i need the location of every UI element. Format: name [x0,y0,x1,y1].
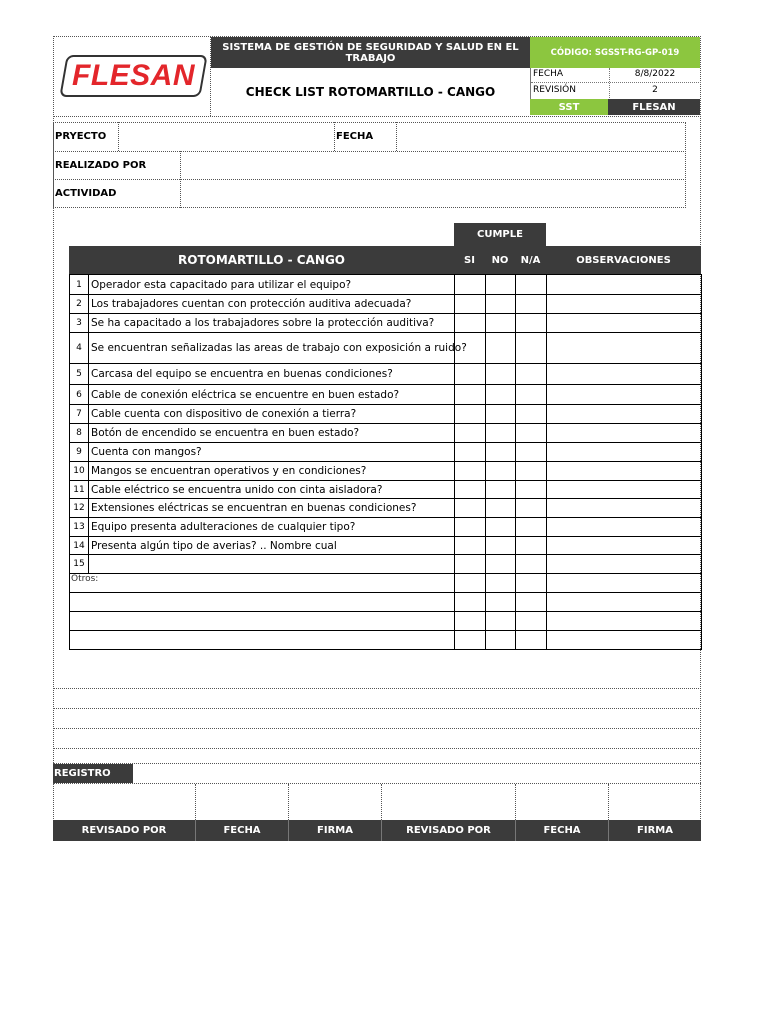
observation-field[interactable] [546,630,702,650]
na-checkbox[interactable] [515,384,547,405]
info-v4 [180,151,181,208]
col-na: N/A [515,246,546,274]
na-checkbox[interactable] [515,461,547,481]
na-checkbox[interactable] [515,294,547,314]
item-question: Botón de encendido se encuentra en buen estado? [88,423,455,443]
no-checkbox[interactable] [485,423,516,443]
cumple-header: CUMPLE [454,223,546,246]
observation-field[interactable] [546,363,702,385]
item-number: 2 [69,294,89,314]
item-number: 3 [69,313,89,333]
si-checkbox[interactable] [454,554,486,574]
si-checkbox[interactable] [454,630,486,650]
registro-col-header: FIRMA [608,820,701,841]
col-observaciones: OBSERVACIONES [546,246,701,274]
no-checkbox[interactable] [485,630,516,650]
observation-field[interactable] [546,461,702,481]
item-question: Presenta algún tipo de averias? .. Nombre cual [88,536,455,555]
si-checkbox[interactable] [454,363,486,385]
observation-field[interactable] [546,554,702,574]
no-checkbox[interactable] [485,404,516,424]
item-question: Se ha capacitado a los trabajadores sobre la protección auditiva? [88,313,455,333]
registro-col-header: FECHA [195,820,288,841]
item-question: Cable eléctrico se encuentra unido con cinta aisladora? [88,480,455,499]
si-checkbox[interactable] [454,384,486,405]
meta-box [530,68,701,99]
no-checkbox[interactable] [485,461,516,481]
na-checkbox[interactable] [515,404,547,424]
observation-field[interactable] [546,592,702,612]
lower-line-4 [53,748,701,749]
na-checkbox[interactable] [515,630,547,650]
observation-field[interactable] [546,611,702,631]
no-checkbox[interactable] [485,573,516,593]
lower-line-3 [53,728,701,729]
col-si: SI [454,246,485,274]
observation-field[interactable] [546,313,702,333]
no-checkbox[interactable] [485,313,516,333]
no-checkbox[interactable] [485,517,516,537]
item-question: Se encuentran señalizadas las areas de trabajo con exposición a ruido? [88,332,455,364]
na-checkbox[interactable] [515,363,547,385]
item-question: Operador esta capacitado para utilizar el equipo? [88,274,455,295]
observation-field[interactable] [546,274,702,295]
no-checkbox[interactable] [485,592,516,612]
item-number: 7 [69,404,89,424]
si-checkbox[interactable] [454,517,486,537]
signature-field[interactable] [608,784,701,820]
na-checkbox[interactable] [515,554,547,574]
si-checkbox[interactable] [454,536,486,555]
na-checkbox[interactable] [515,611,547,631]
item-number: 1 [69,274,89,295]
logo-text: FLESAN [72,59,195,92]
item-number: 14 [69,536,89,555]
observation-field[interactable] [546,498,702,518]
item-question: Equipo presenta adulteraciones de cualquier tipo? [88,517,455,537]
otros-field[interactable] [69,592,455,612]
info-fecha-label: FECHA [336,131,374,142]
item-question: Los trabajadores cuentan con protección auditiva adecuada? [88,294,455,314]
item-number: 4 [69,332,89,364]
col-no: NO [485,246,515,274]
otros-label: Otros: [69,573,455,593]
document-title: CHECK LIST ROTOMARTILLO - CANGO [245,85,496,99]
observation-field[interactable] [546,294,702,314]
observation-field[interactable] [546,384,702,405]
item-question: Carcasa del equipo se encuentra en buenas condiciones? [88,363,455,385]
lower-line-2 [53,708,701,709]
registro-col-header: REVISADO POR [53,820,195,841]
registro-label: REGISTRO [53,764,133,783]
document-code: CÓDIGO: SGSST-RG-GP-019 [530,37,700,68]
fecha-value: 8/8/2022 [634,69,676,79]
item-question [88,554,455,574]
item-question: Cable de conexión eléctrica se encuentre en buen estado? [88,384,455,405]
na-checkbox[interactable] [515,498,547,518]
si-checkbox[interactable] [454,313,486,333]
observation-field[interactable] [546,536,702,555]
no-checkbox[interactable] [485,294,516,314]
signature-field[interactable] [53,784,195,820]
no-checkbox[interactable] [485,442,516,462]
item-number: 9 [69,442,89,462]
item-number: 5 [69,363,89,385]
no-checkbox[interactable] [485,332,516,364]
na-checkbox[interactable] [515,274,547,295]
item-number: 12 [69,498,89,518]
si-checkbox[interactable] [454,274,486,295]
observation-field[interactable] [546,404,702,424]
actividad-label: ACTIVIDAD [55,187,117,199]
info-fecha-field[interactable] [398,124,684,149]
revision-label: REVISIÓN [533,85,576,95]
si-checkbox[interactable] [454,611,486,631]
checklist-title: ROTOMARTILLO - CANGO [69,246,454,274]
area-flesan: FLESAN [608,99,700,115]
otros-field[interactable] [69,611,455,631]
si-checkbox[interactable] [454,573,486,593]
header-bottom [53,116,701,117]
item-question: Cable cuenta con dispositivo de conexión a tierra? [88,404,455,424]
signature-field[interactable] [515,784,608,820]
observation-field[interactable] [546,480,702,499]
observation-field[interactable] [546,332,702,364]
si-checkbox[interactable] [454,294,486,314]
na-checkbox[interactable] [515,332,547,364]
signature-field[interactable] [381,784,515,820]
na-checkbox[interactable] [515,423,547,443]
na-checkbox[interactable] [515,573,547,593]
info-line-1 [53,151,686,152]
item-number: 15 [69,554,89,574]
item-number: 10 [69,461,89,481]
na-checkbox[interactable] [515,536,547,555]
no-checkbox[interactable] [485,384,516,405]
info-v1 [118,122,119,151]
item-number: 11 [69,480,89,499]
si-checkbox[interactable] [454,461,486,481]
signature-field[interactable] [288,784,381,820]
area-sst: SST [530,99,608,115]
registro-col-header: FECHA [515,820,608,841]
no-checkbox[interactable] [485,536,516,555]
revision-value: 2 [652,85,658,95]
no-checkbox[interactable] [485,274,516,295]
info-v3 [396,122,397,151]
realizado-field[interactable] [182,153,684,177]
observation-field[interactable] [546,442,702,462]
observation-field[interactable] [546,573,702,593]
no-checkbox[interactable] [485,611,516,631]
registro-col-header: REVISADO POR [381,820,515,841]
fecha-label: FECHA [533,69,564,79]
si-checkbox[interactable] [454,480,486,499]
no-checkbox[interactable] [485,554,516,574]
no-checkbox[interactable] [485,498,516,518]
otros-field[interactable] [69,630,455,650]
actividad-field[interactable] [182,181,684,205]
lower-line-1 [53,688,701,689]
no-checkbox[interactable] [485,363,516,385]
item-question: Extensiones eléctricas se encuentran en buenas condiciones? [88,498,455,518]
proyecto-field[interactable] [120,124,332,149]
si-checkbox[interactable] [454,404,486,424]
item-number: 6 [69,384,89,405]
na-checkbox[interactable] [515,480,547,499]
system-title: SISTEMA DE GESTIÓN DE SEGURIDAD Y SALUD EN EL TRABAJO [211,37,530,68]
si-checkbox[interactable] [454,498,486,518]
na-checkbox[interactable] [515,313,547,333]
observation-field[interactable] [546,517,702,537]
no-checkbox[interactable] [485,480,516,499]
item-question: Mangos se encuentran operativos y en condiciones? [88,461,455,481]
registro-top [53,763,701,764]
item-number: 13 [69,517,89,537]
si-checkbox[interactable] [454,442,486,462]
na-checkbox[interactable] [515,442,547,462]
info-line-2 [53,179,686,180]
si-checkbox[interactable] [454,332,486,364]
item-number: 8 [69,423,89,443]
proyecto-label: PRYECTO [55,131,107,142]
signature-field[interactable] [195,784,288,820]
na-checkbox[interactable] [515,592,547,612]
realizado-label: REALIZADO POR [55,159,147,171]
item-question: Cuenta con mangos? [88,442,455,462]
observation-field[interactable] [546,423,702,443]
si-checkbox[interactable] [454,423,486,443]
si-checkbox[interactable] [454,592,486,612]
registro-col-header: FIRMA [288,820,381,841]
na-checkbox[interactable] [515,517,547,537]
